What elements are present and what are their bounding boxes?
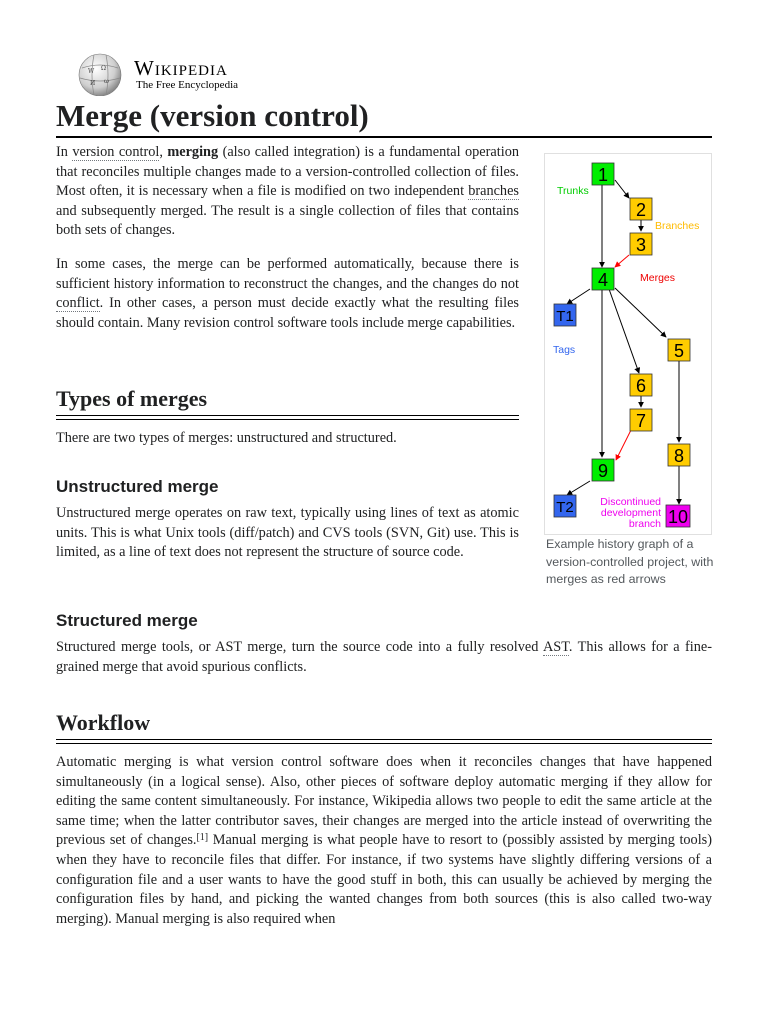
- branches-label: Branches: [655, 220, 700, 232]
- page-title: Merge (version control): [56, 96, 712, 138]
- branch-node-6: [630, 374, 652, 396]
- workflow-text: Automatic merging is what version control software does when it reconciles changes that have happened simultaneously (in a logical sense). Also, other pieces of software deploy automatic merging if they allow for editing the same content simultaneously. For instance, Wikipedia allows two people to edit the same article at the same time; when the latter contributor saves, their changes are merged into the article instead of overwriting the previous set of changes.[1] Manual merging is what people have to resort to (possibly assisted by merging tools) when they have to reconcile files that differ. For instance, if two systems have slightly differing versions of a configuration file and a user wants to have the good stuff in both, this can usually be achieved by merging the configuration files by hand, and picking the wanted changes from both sources (this is also called two-way merging). Manual merging is also required when: [56, 754, 713, 927]
- svg-text:2: 2: [635, 200, 647, 220]
- reference-1-link[interactable]: [1]: [196, 832, 209, 844]
- branch-node-2: [630, 198, 652, 220]
- svg-text:T1: T1: [556, 308, 574, 325]
- history-graph-figure[interactable]: [544, 153, 712, 535]
- merges-label: Merges: [640, 272, 676, 284]
- merging-term: merging: [167, 144, 219, 160]
- discontinued-label-3: branch: [628, 518, 661, 530]
- wikipedia-wordmark: Wikipedia: [134, 56, 228, 80]
- unstructured-merge-text: Unstructured merge operates on raw text, typically using lines of text as atomic units. This is what Unix tools (diff/patch) and CVS tools (SVN, Git) use. This is limited, as a line of text does not represent the structure of source code.: [56, 505, 519, 561]
- structured-merge-text: Structured merge tools, or AST merge, turn the source code into a fully resolved AST. This allows for a fine-grained merge that avoid spurious conflicts.: [56, 639, 712, 675]
- svg-text:3: 3: [635, 235, 647, 255]
- unstructured-merge-heading: Unstructured merge: [56, 477, 219, 496]
- tags-label: Tags: [553, 344, 576, 356]
- discontinued-label-2: development: [600, 507, 661, 519]
- svg-text:1: 1: [597, 165, 609, 185]
- branch-node-5: [668, 339, 690, 361]
- structured-merge-heading: Structured merge: [56, 611, 198, 630]
- conflict-link[interactable]: conflict: [56, 295, 100, 312]
- trunk-node-9: [592, 459, 614, 481]
- history-graph: [545, 154, 711, 534]
- tag-node-t1: [554, 304, 576, 326]
- discontinued-node-10: [666, 505, 690, 527]
- svg-text:5: 5: [673, 341, 685, 361]
- svg-text:Ω: Ω: [101, 65, 106, 72]
- svg-text:7: 7: [635, 411, 647, 431]
- svg-text:10: 10: [667, 507, 689, 527]
- svg-text:И: И: [90, 80, 96, 87]
- branch-node-8: [668, 444, 690, 466]
- puzzle-globe-icon: [74, 52, 126, 96]
- svg-text:T2: T2: [556, 499, 574, 516]
- intro-paragraph-1: In version control, merging (also called integration) is a fundamental operation that reconciles multiple changes made to a version-controlled collection of files. Most often, it is necessary when a file is modified on two independent branches and subsequently merged. The result is a single collection of files that contains both sets of changes.: [56, 144, 519, 239]
- svg-text:8: 8: [673, 446, 685, 466]
- svg-text:9: 9: [597, 461, 609, 481]
- svg-text:W: W: [88, 68, 95, 75]
- wikipedia-tagline: The Free Encyclopedia: [136, 79, 239, 91]
- trunks-label: Trunks: [557, 185, 589, 197]
- types-of-merges-text: There are two types of merges: unstructured and structured.: [56, 430, 397, 446]
- trunk-node-1: [592, 163, 614, 185]
- trunk-node-4: [592, 268, 614, 290]
- ast-link[interactable]: AST: [542, 639, 569, 655]
- merge-arrows: [615, 255, 631, 460]
- svg-text:4: 4: [597, 270, 609, 290]
- intro-paragraph-2: In some cases, the merge can be performed automatically, because there is sufficient history information to reconstruct the changes, and the changes do not conflict. In other cases, a person must decide exactly what the resulting files should contain. Many revision control software tools include merge capabilities.: [56, 256, 519, 331]
- figure-caption: Example history graph of a version-controlled project, with merges as red arrows: [546, 537, 714, 586]
- svg-text:6: 6: [635, 376, 647, 396]
- branch-node-3: [630, 233, 652, 255]
- tag-node-t2: [554, 495, 576, 517]
- discontinued-label-1: Discontinued: [600, 496, 661, 508]
- branches-link[interactable]: branches: [468, 183, 519, 200]
- version-control-link[interactable]: version control: [72, 144, 160, 160]
- types-of-merges-heading: Types of merges: [56, 384, 519, 416]
- wikipedia-logo[interactable]: [74, 52, 254, 96]
- branch-node-7: [630, 409, 652, 431]
- workflow-heading: Workflow: [56, 708, 712, 740]
- svg-text:ω: ω: [104, 78, 109, 85]
